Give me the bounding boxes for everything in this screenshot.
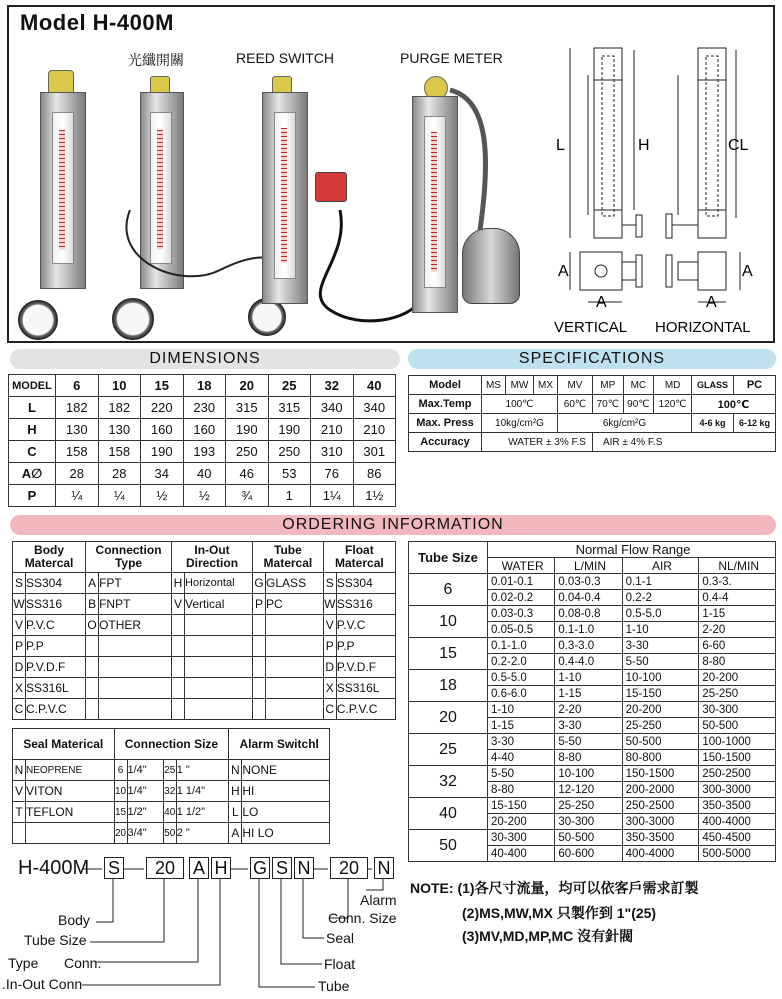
tube-size-cell: 25 [409,734,488,766]
flow-cell: 0.01-0.1 [488,574,555,590]
code-label-conn: Conn. [64,955,102,971]
flow-cell: 0.3-3. [699,574,776,590]
flow-cell: 4-40 [488,750,555,766]
table-row: A∅ 28 28 34 40 46 53 76 86 [9,463,396,485]
flow-cell: 3-30 [622,638,699,654]
flow-cell: 40-400 [488,846,555,862]
technical-drawing [548,40,773,340]
table-row: P ¼ ¼ ½ ½ ¾ 1 1¼ 1½ [9,485,396,507]
table-row [409,798,776,814]
code-box-seal: N [294,857,314,879]
table-row [409,702,776,718]
flow-cell: 5-50 [488,766,555,782]
flow-cell: 0.4-4.0 [555,654,622,670]
dimensions-table [8,374,396,507]
code-box-tube-size: 20 [146,857,184,879]
table-row [409,574,776,590]
flow-cell: 5-50 [555,734,622,750]
ordering-material-table [12,541,396,720]
code-label-alarm: Alarm [360,892,397,908]
tube-size-cell: 10 [409,606,488,638]
flow-cell: 10-100 [555,766,622,782]
flow-cell: 30-300 [699,702,776,718]
ordering-header: ORDERING INFORMATION [10,515,776,535]
flow-cell: 20-200 [699,670,776,686]
flow-cell: 1-15 [488,718,555,734]
ordering-seal-table [12,728,330,844]
photo-label-purge-meter: PURGE METER [400,50,503,66]
flow-cell: 100-1000 [699,734,776,750]
table-row: H 130 130 160 160 190 190 210 210 [9,419,396,441]
table-row: C 158 158 190 193 250 250 310 301 [9,441,396,463]
flow-cell: 0.4-4 [699,590,776,606]
table-row: WATER L/MIN AIR NL/MIN [409,558,776,574]
table-row: L 182 182 220 230 315 315 340 340 [9,397,396,419]
note-1: NOTE: (1)各尺寸流量，均可以依客戶需求訂製 [410,880,699,896]
flow-cell: 300-3000 [622,814,699,830]
table-row: MODEL 6 10 15 18 20 25 32 40 [9,375,396,397]
tube-size-cell: 40 [409,798,488,830]
table-row: X SS316L X SS316L [13,678,396,699]
flow-cell: 0.2-2 [622,590,699,606]
code-box-float: S [272,857,292,879]
dim-CL-label: CL [728,137,749,154]
dim-H-label: H [638,137,650,154]
table-row [409,766,776,782]
table-row: V P.V.C O OTHER V P.V.C [13,615,396,636]
table-row [409,670,776,686]
reed-cable [300,200,430,330]
table-row: Accuracy WATER ± 3% F.S AIR ± 4% F.S [409,433,776,452]
table-row: Model MS MW MX MV MP MC MD GLASS PC [409,376,776,395]
table-row [409,830,776,846]
code-label-in-out-conn: .In-Out Conn [2,976,83,992]
model-code-prefix: H-400M [18,857,90,879]
purge-tube [440,80,500,240]
flow-cell: 200-2000 [622,782,699,798]
table-row: C C.P.V.C C C.P.V.C [13,699,396,720]
flow-cell: 150-1500 [622,766,699,782]
table-row [409,606,776,622]
table-row: V VITON 10 1/4" 32 1 1/4" H HI [13,781,330,802]
code-box-in-out: H [211,857,231,879]
flow-cell: 80-800 [622,750,699,766]
flow-cell: 3-30 [555,718,622,734]
flow-cell: 1-10 [488,702,555,718]
flow-cell: 12-120 [555,782,622,798]
flow-cell: 0.3-3.0 [555,638,622,654]
flow-cell: 1-10 [555,670,622,686]
code-label-tube: Tube [318,978,350,994]
flow-cell: 2-20 [555,702,622,718]
flow-cell: 0.1-1.0 [555,622,622,638]
tube-size-cell: 15 [409,638,488,670]
flow-cell: 15-150 [488,798,555,814]
flow-cell: 60-600 [555,846,622,862]
code-box-conn-size: 20 [330,857,368,879]
flow-cell: 0.02-0.2 [488,590,555,606]
flow-cell: 0.5-5.0 [622,606,699,622]
code-label-body: Body [58,912,90,928]
flow-cell: 250-2500 [699,766,776,782]
flow-cell: 1-10 [622,622,699,638]
flow-cell: 150-1500 [699,750,776,766]
flow-cell: 0.03-0.3 [488,606,555,622]
table-row [409,734,776,750]
flow-cell: 10-100 [622,670,699,686]
flow-cell: 0.2-2.0 [488,654,555,670]
flow-cell: 30-300 [488,830,555,846]
table-row [409,638,776,654]
table-row: Max.Temp 100℃ 60℃ 70℃ 90℃ 120℃ 100℃ [409,395,776,414]
code-label-type: Type [8,955,39,971]
flow-cell: 50-500 [555,830,622,846]
flow-cell: 5-50 [622,654,699,670]
flow-cell: 0.03-0.3 [555,574,622,590]
table-row: D P.V.D.F D P.V.D.F [13,657,396,678]
horizontal-label: HORIZONTAL [655,319,751,336]
tube-size-cell: 20 [409,702,488,734]
flow-cell: 0.6-6.0 [488,686,555,702]
code-label-seal: Seal [326,930,355,946]
flow-range-table [408,541,776,862]
note-3: (3)MV,MD,MP,MC 沒有針閥 [462,928,634,944]
flow-cell: 15-150 [622,686,699,702]
note-2: (2)MS,MW,MX 只製作到 1"(25) [462,905,657,921]
photo-label-fiber-switch: 光纖開關 [128,52,184,68]
flow-cell: 50-500 [622,734,699,750]
flow-cell: 25-250 [622,718,699,734]
page-title: Model H-400M [20,10,174,35]
tube-size-cell: 50 [409,830,488,862]
dim-L-label: L [556,137,565,154]
table-row: W SS316 B FNPT V Vertical P PC W SS316 [13,594,396,615]
code-label-float: Float [324,956,356,972]
specifications-table [408,375,776,452]
flow-cell: 20-200 [622,702,699,718]
flow-cell: 0.04-0.4 [555,590,622,606]
vertical-label: VERTICAL [554,319,628,336]
flow-cell: 30-300 [555,814,622,830]
table-row: Tube Size Normal Flow Range [409,542,776,558]
flow-cell: 8-80 [488,782,555,798]
tube-size-cell: 18 [409,670,488,702]
table-row: Body Matercal Connection Type In-Out Direction Tube Matercal Float Matercal [13,542,396,573]
table-row: T TEFLON 15 1/2" 40 1 1/2" L LO [13,802,330,823]
flow-cell: 0.08-0.8 [555,606,622,622]
flow-cell: 300-3000 [699,782,776,798]
flow-cell: 500-5000 [699,846,776,862]
code-box-body: S [104,857,124,879]
dimensions-header: DIMENSIONS [10,349,400,369]
svg-text:A: A [596,294,607,311]
flow-cell: 50-500 [699,718,776,734]
table-row: Max. Press 10kg/cm²G 6kg/cm²G 4-6 kg 6-12 kg [409,414,776,433]
svg-text:A: A [706,294,717,311]
table-row: N NEOPRENE 6 1/4" 25 1 " N NONE [13,760,330,781]
flow-cell: 20-200 [488,814,555,830]
flow-cell: 450-4500 [699,830,776,846]
flow-cell: 2-20 [699,622,776,638]
code-label-conn-size: Conn. Size [328,910,397,926]
photo-label-reed-switch: REED SWITCH [236,50,334,66]
flow-cell: 400-4000 [699,814,776,830]
flow-cell: 400-4000 [622,846,699,862]
table-row: Seal Materical Connection Size Alarm Switchl [13,729,330,760]
flow-cell: 350-3500 [699,798,776,814]
flow-cell: 25-250 [699,686,776,702]
flow-cell: 250-2500 [622,798,699,814]
flow-cell: 0.1-1 [622,574,699,590]
svg-text:A: A [558,263,569,280]
code-box-tube: G [250,857,270,879]
table-row: P P.P P P.P [13,636,396,657]
svg-text:A: A [742,263,753,280]
flow-cell: 0.5-5.0 [488,670,555,686]
flow-cell: 1-15 [555,686,622,702]
flow-cell: 25-250 [555,798,622,814]
flow-cell: 350-3500 [622,830,699,846]
flow-cell: 8-80 [555,750,622,766]
table-row: S SS304 A FPT H Horizontal G GLASS S SS304 [13,573,396,594]
tube-size-cell: 6 [409,574,488,606]
code-box-alarm: N [374,857,394,879]
flow-cell: 0.05-0.5 [488,622,555,638]
flow-cell: 8-80 [699,654,776,670]
flow-cell: 1-15 [699,606,776,622]
code-label-tube-size: Tube Size [24,932,87,948]
table-row: 20 3/4" 50 2 " A HI LO [13,823,330,844]
flow-cell: 6-60 [699,638,776,654]
flow-cell: 0.1-1.0 [488,638,555,654]
specifications-header: SPECIFICATIONS [408,349,776,369]
flow-cell: 3-30 [488,734,555,750]
tube-size-cell: 32 [409,766,488,798]
code-box-type: A [189,857,209,879]
